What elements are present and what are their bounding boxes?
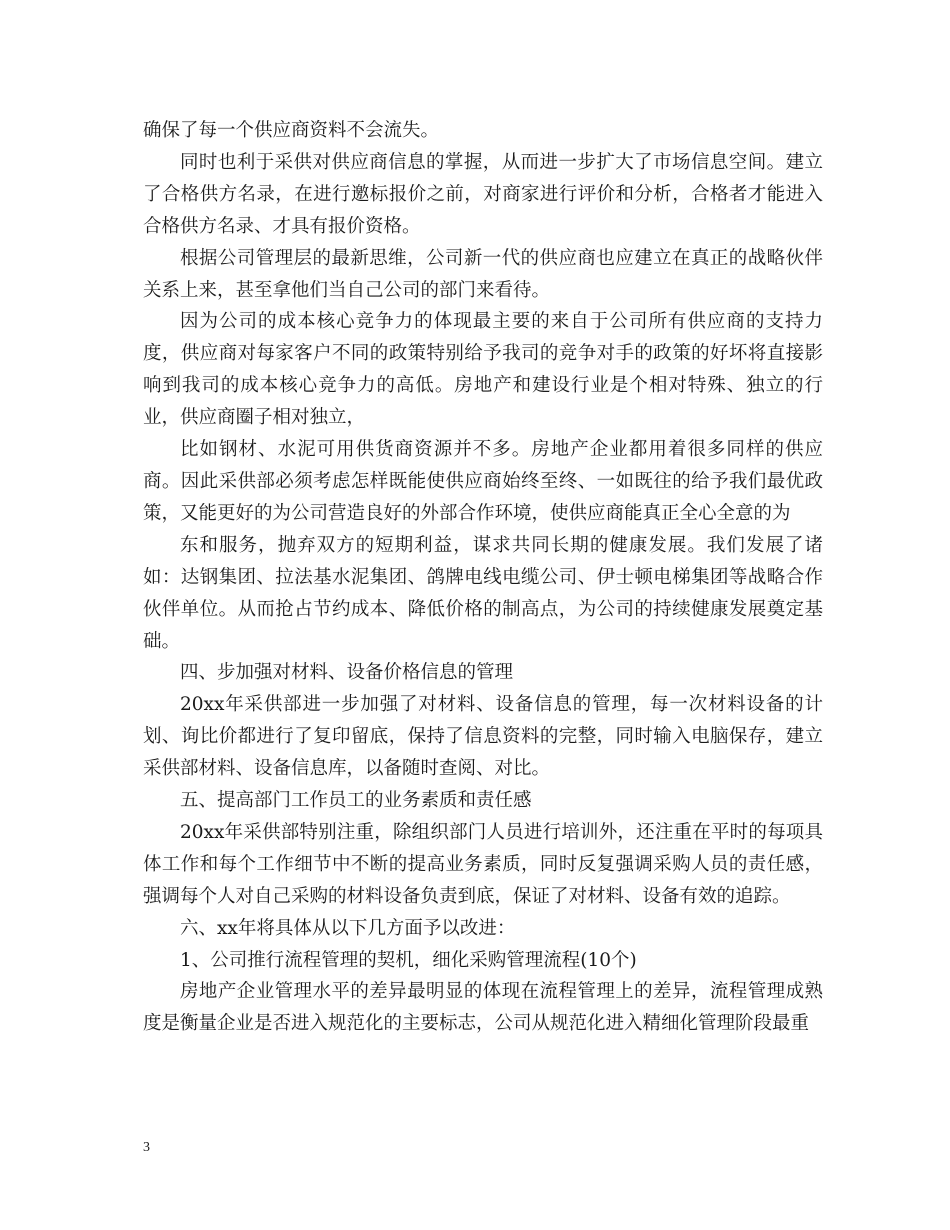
section-heading-6: 六、xx年将具体从以下几方面予以改进：: [180, 917, 516, 939]
paragraph-10: 20xx年采供部特别注重，除组织部门人员进行培训外，还注重在平时的每项具体工作和每个工作细节中不断的提高业务素质，同时反复强调采购人员的责任感，强调每个人对自己采购的材料设备负责到底，保证了对材料、设备有效的追踪。: [143, 821, 823, 907]
paragraph-6: 东和服务，抛弃双方的短期利益，谋求共同长期的健康发展。我们发展了诸如：达钢集团、拉法基水泥集团、鸽牌电线电缆公司、伊士顿电梯集团等战略合作伙伴单位。从而抢占节约成本、降低价格的制高点，为公司的持续健康发展奠定基础。: [143, 534, 823, 652]
page-number: 3: [143, 1140, 150, 1155]
section-heading-5: 五、提高部门工作员工的业务素质和责任感: [180, 790, 532, 812]
paragraph-8: 20xx年采供部进一步加强了对材料、设备信息的管理，每一次材料设备的计划、询比价都进行了复印留底，保持了信息资料的完整，同时输入电脑保存，建立采供部材料、设备信息库，以备随时查阅、对比。: [143, 694, 823, 780]
document-body: [143, 115, 823, 1040]
paragraph-3: 根据公司管理层的最新思维，公司新一代的供应商也应建立在真正的战略伙伴关系上来，甚至拿他们当自己公司的部门来看待。: [143, 247, 823, 301]
section-heading-4: 四、步加强对材料、设备价格信息的管理: [180, 662, 514, 684]
sub-heading-1: 1、公司推行流程管理的契机，细化采购管理流程(10个): [180, 949, 637, 971]
paragraph-2: 同时也利于采供对供应商信息的掌握，从而进一步扩大了市场信息空间。建立了合格供方名录，在进行邀标报价之前，对商家进行评价和分析，合格者才能进入合格供方名录、才具有报价资格。: [143, 151, 823, 237]
paragraph-4: 因为公司的成本核心竞争力的体现最主要的来自于公司所有供应商的支持力度，供应商对每家客户不同的政策特别给予我司的竞争对手的政策的好坏将直接影响到我司的成本核心竞争力的高低。房地产和建设行业是个相对特殊、独立的行业，供应商圈子相对独立，: [143, 311, 823, 429]
paragraph-13: 房地产企业管理水平的差异最明显的体现在流程管理上的差异，流程管理成熟度是衡量企业是否进入规范化的主要标志，公司从规范化进入精细化管理阶段最重: [143, 981, 823, 1035]
paragraph-5: 比如钢材、水泥可用供货商资源并不多。房地产企业都用着很多同样的供应商。因此采供部必须考虑怎样既能使供应商始终至终、一如既往的给予我们最优政策，又能更好的为公司营造良好的外部合作环境，使供应商能真正全心全意的为: [143, 439, 823, 524]
paragraph-1: 确保了每一个供应商资料不会流失。: [143, 120, 440, 141]
